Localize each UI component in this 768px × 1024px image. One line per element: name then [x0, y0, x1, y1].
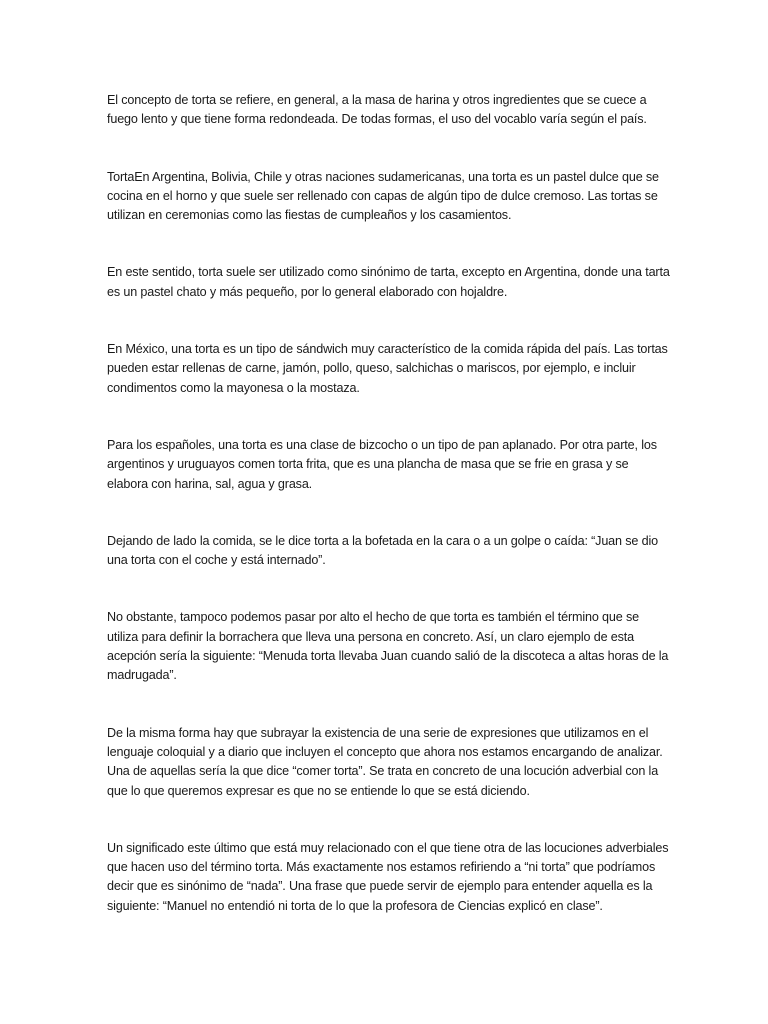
paragraph: En México, una torta es un tipo de sándwich muy característico de la comida rápida del país. Las tortas pueden estar rellenas de carne, jamón, pollo, queso, salchichas o mariscos, por ejemplo, e incluir condimentos como la mayonesa o la mostaza. — [107, 342, 668, 395]
paragraph: No obstante, tampoco podemos pasar por alto el hecho de que torta es también el término que se utiliza para definir la borrachera que lleva una persona en concreto. Así, un claro ejemplo de esta acepción sería la siguiente: “Menuda torta llevaba Juan cuando salió de la discoteca a altas horas de la madrugada”. — [107, 610, 669, 683]
paragraph: De la misma forma hay que subrayar la existencia de una serie de expresiones que utilizamos en el lenguaje coloquial y a diario que incluyen el concepto que ahora nos estamos encargando de analizar. Una de aquellas sería la que dice “comer torta”. Se trata en concreto de una locución adverbial con la que lo que queremos expresar es que no se entiende lo que se está diciendo. — [107, 725, 663, 798]
paragraph: TortaEn Argentina, Bolivia, Chile y otras naciones sudamericanas, una torta es un pastel dulce que se cocina en el horno y que suele ser rellenado con capas de algún tipo de dulce cremoso. Las tortas se utilizan en ceremonias como las fiestas de cumpleaños y los casamientos. — [107, 169, 659, 223]
paragraph: Dejando de lado la comida, se le dice torta a la bofetada en la cara o a un golpe o caída: “Juan se dio una torta con el coche y está internado”. — [107, 533, 658, 568]
paragraph: En este sentido, torta suele ser utilizado como sinónimo de tarta, excepto en Argentina, donde una tarta es un pastel chato y más pequeño, por lo general elaborado con hojaldre. — [107, 265, 670, 299]
paragraph: Un significado este último que está muy relacionado con el que tiene otra de las locuciones adverbiales que hacen uso del término torta. Más exactamente nos estamos refiriendo a “ni torta” que podríamos decir que es sinónimo de “nada”. Una frase que puede servir de ejemplo para entender aquella es la siguiente: “Manuel no entendió ni torta de lo que la profesora de Ciencias explicó en clase”. — [107, 840, 669, 913]
paragraph: Para los españoles, una torta es una clase de bizcocho o un tipo de pan aplanado. Por otra parte, los argentinos y uruguayos comen torta frita, que es una plancha de masa que se frie en grasa y se elabora con harina, sal, agua y grasa. — [107, 437, 657, 491]
paragraph: El concepto de torta se refiere, en general, a la masa de harina y otros ingredientes que se cuece a fuego lento y que tiene forma redondeada. De todas formas, el uso del vocablo varía según el país. — [107, 93, 647, 127]
document-body — [107, 91, 672, 954]
